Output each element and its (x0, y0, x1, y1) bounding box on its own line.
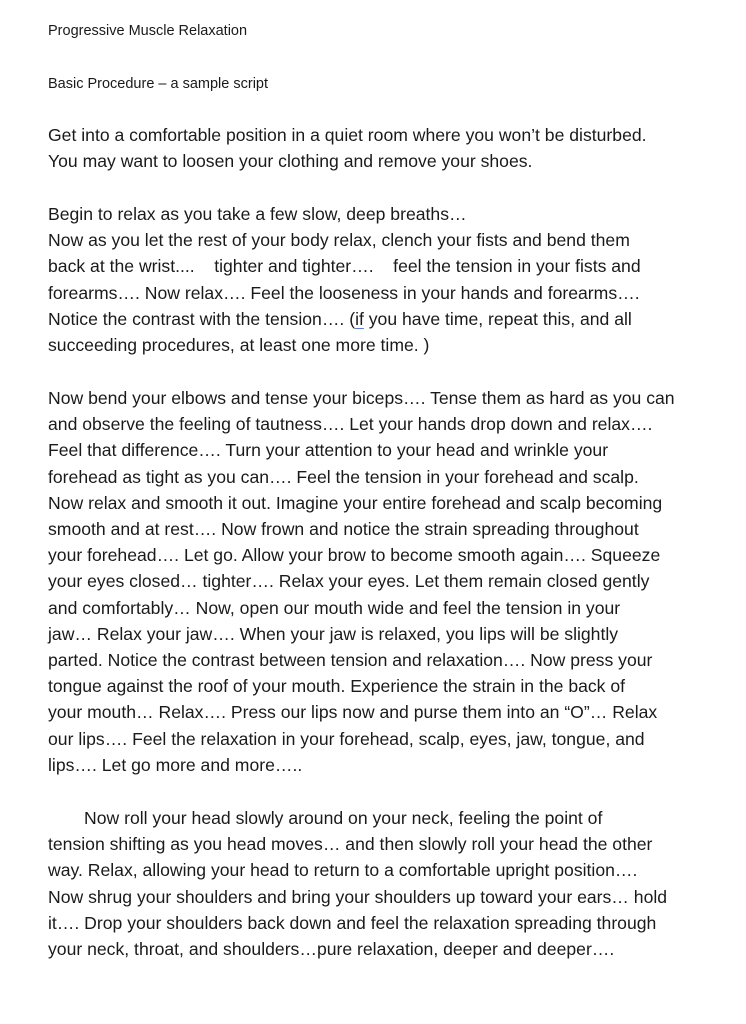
paragraph-neck-shoulders (48, 805, 718, 962)
text-line: You may want to loosen your clothing and remove your shoes. (48, 151, 533, 172)
text-line: and comfortably… Now, open our mouth wide and feel the tension in your (48, 597, 621, 618)
text-line (48, 306, 718, 332)
text-line: jaw… Relax your jaw…. When your jaw is relaxed, you lips will be slightly (48, 623, 619, 644)
text-line: your neck, throat, and shoulders…pure relaxation, deeper and deeper…. (48, 939, 615, 960)
text-line: your eyes closed… tighter…. Relax your eyes. Let them remain closed gently (48, 571, 650, 592)
text-line: smooth and at rest…. Now frown and notice the strain spreading throughout (48, 519, 639, 540)
text-segment: Notice the contrast with the tension…. ( (48, 308, 356, 329)
text-line: and observe the feeling of tautness…. Let your hands drop down and relax…. (48, 414, 653, 435)
text-line: tongue against the roof of your mouth. Experience the strain in the back of (48, 676, 626, 697)
text-line: back at the wrist.... tighter and tighter…. feel the tension in your fists and (48, 256, 641, 277)
text-line: forehead as tight as you can…. Feel the tension in your forehead and scalp. (48, 466, 639, 487)
paragraph-fists (48, 201, 718, 358)
text-line: forearms…. Now relax…. Feel the looseness in your hands and forearms…. (48, 282, 640, 303)
text-line: your forehead…. Let go. Allow your brow to become smooth again…. Squeeze (48, 545, 661, 566)
text-line: Now roll your head slowly around on your neck, feeling the point of (84, 808, 603, 828)
text-line: parted. Notice the contrast between tension and relaxation…. Now press your (48, 650, 653, 671)
text-line: Now shrug your shoulders and bring your shoulders up toward your ears… hold (48, 886, 668, 907)
text-line: Now relax and smooth it out. Imagine your entire forehead and scalp becoming (48, 492, 663, 513)
text-line: lips…. Let go more and more….. (48, 754, 303, 775)
text-line: Begin to relax as you take a few slow, deep breaths… (48, 204, 467, 224)
paragraph-biceps-face (48, 385, 718, 778)
text-line: Now bend your elbows and tense your biceps…. Tense them as hard as you can (48, 388, 675, 408)
text-line: Get into a comfortable position in a quiet room where you won’t be disturbed. (48, 125, 647, 145)
spellcheck-marked-word: if (355, 308, 364, 329)
text-line: succeeding procedures, at least one more time. ) (48, 335, 430, 356)
text-line: our lips…. Feel the relaxation in your forehead, scalp, eyes, jaw, tongue, and (48, 728, 645, 749)
document-title: Progressive Muscle Relaxation (48, 23, 248, 39)
text-line: tension shifting as you head moves… and then slowly roll your head the other (48, 834, 653, 855)
paragraph-intro (48, 122, 718, 174)
text-segment: you have time, repeat this, and all (363, 308, 632, 329)
text-line: your mouth… Relax…. Press our lips now and purse them into an “O”… Relax (48, 702, 658, 723)
text-line: Now as you let the rest of your body relax, clench your fists and bend them (48, 230, 630, 251)
text-line: Feel that difference…. Turn your attention to your head and wrinkle your (48, 440, 609, 461)
document-subtitle: Basic Procedure – a sample script (48, 76, 269, 92)
text-line: way. Relax, allowing your head to return to a comfortable upright position…. (48, 860, 638, 881)
text-line: it…. Drop your shoulders back down and feel the relaxation spreading through (48, 912, 657, 933)
